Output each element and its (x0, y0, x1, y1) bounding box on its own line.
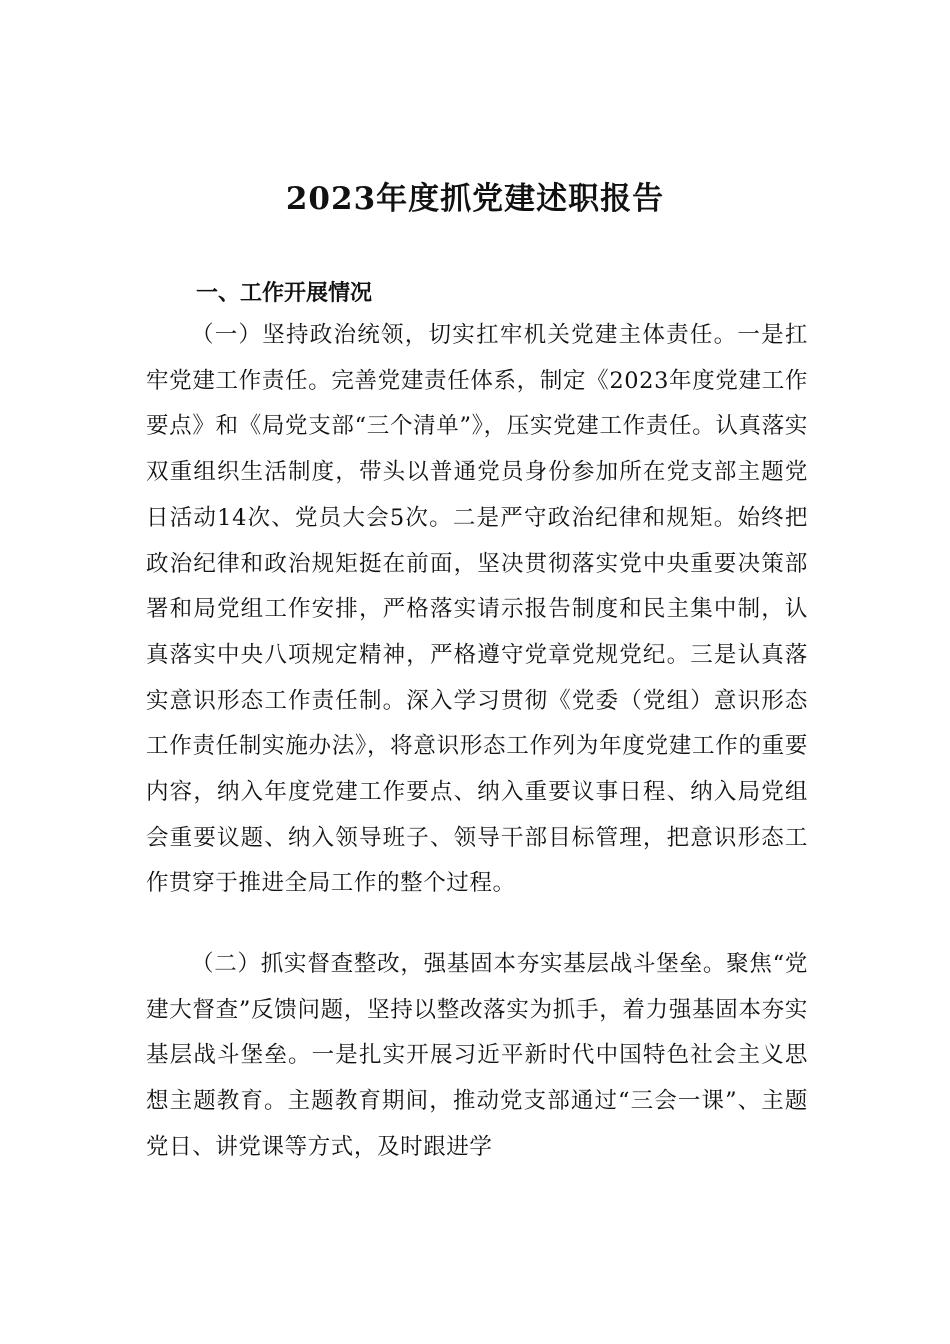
body-paragraph: （一）坚持政治统领，切实扛牢机关党建主体责任。一是扛牢党建工作责任。完善党建责任体系，制定《2023年度党建工作要点》和《局党支部“三个清单”》，压实党建工作责任。认真落实双重组织生活制度，带头以普通党员身份参加所在党支部主题党日活动14次、党员大会5次。二是严守政治纪律和规矩。始终把政治纪律和政治规矩挺在前面，坚决贯彻落实党中央重要决策部署和局党组工作安排，严格落实请示报告制度和民主集中制，认真落实中央八项规定精神，严格遵守党章党规党纪。三是认真落实意识形态工作责任制。深入学习贯彻《党委（党组）意识形态工作责任制实施办法》，将意识形态工作列为年度党建工作的重要内容，纳入年度党建工作要点、纳入重要议事日程、纳入局党组会重要议题、纳入领导班子、领导干部目标管理，把意识形态工作贯穿于推进全局工作的整个过程。 (146, 322, 808, 897)
document-title: 2023年度抓党建述职报告 (285, 181, 665, 217)
body-paragraph: （二）抓实督查整改，强基固本夯实基层战斗堡垒。聚焦“党建大督查”反馈问题，坚持以整改落实为抓手，着力强基固本夯实基层战斗堡垒。一是扎实开展习近平新时代中国特色社会主义思想主题教育。主题教育期间，推动党支部通过“三会一课”、主题党日、讲党课等方式，及时跟进学 (146, 951, 808, 1160)
section-heading: 一、工作开展情况 (196, 281, 373, 306)
